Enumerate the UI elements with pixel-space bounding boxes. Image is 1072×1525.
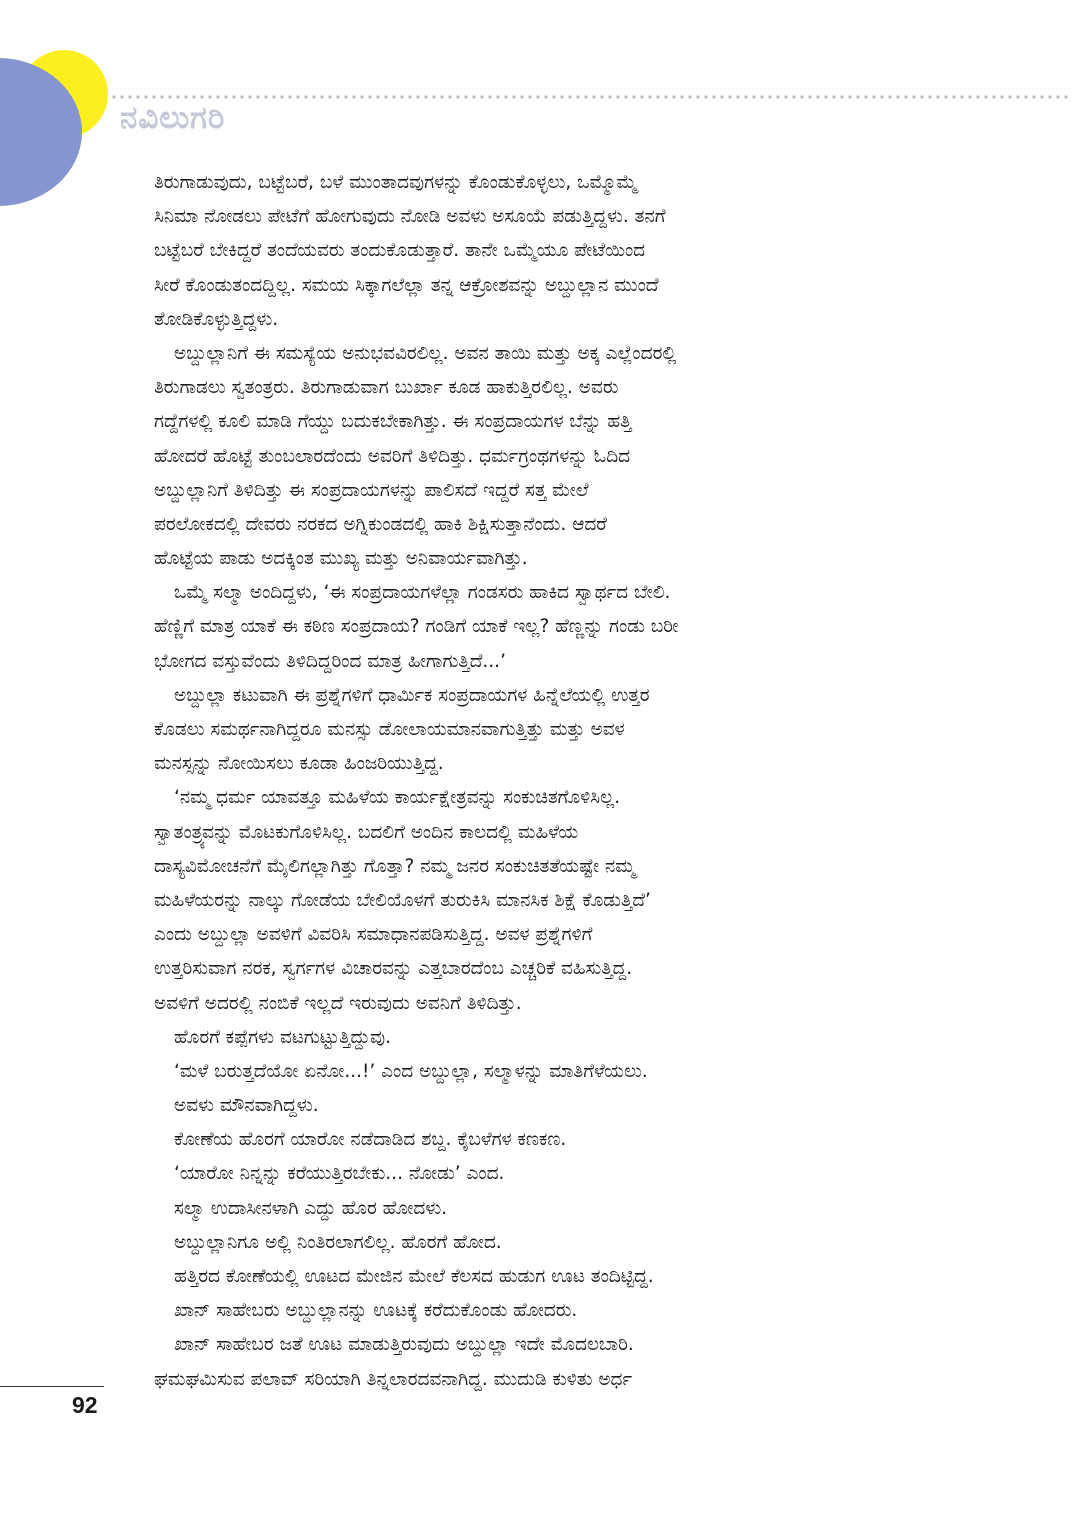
text-line: ಸ್ವಾತಂತ್ರ್ಯವನ್ನು ಮೊಟಕುಗೊಳಿಸಿಲ್ಲ. ಬದಲಿಗೆ ಅಂದಿನ ಕಾಲದಲ್ಲಿ ಮಹಿಳೆಯ [154,821,579,843]
text-line: ಉತ್ತರಿಸುವಾಗ ನರಕ, ಸ್ವರ್ಗಗಳ ವಿಚಾರವನ್ನು ಎತ್ತಬಾರದೆಂಬ ಎಚ್ಚರಿಕೆ ವಹಿಸುತ್ತಿದ್ದ. [154,958,633,980]
text-line: ಅಬ್ದುಲ್ಲಾ ಕಟುವಾಗಿ ಈ ಪ್ರಶ್ನೆಗಳಿಗೆ ಧಾರ್ಮಿಕ ಸಂಪ್ರದಾಯಗಳ ಹಿನ್ನೆಲೆಯಲ್ಲಿ ಉತ್ತರ [174,684,650,706]
text-line: ಖಾನ್ ಸಾಹೇಬರ ಜತೆ ಊಟ ಮಾಡುತ್ತಿರುವುದು ಅಬ್ದುಲ್ಲಾ ಇದೇ ಮೊದಲಬಾರಿ. [174,1334,634,1356]
text-line: ಸಿನಿಮಾ ನೋಡಲು ಪೇಟೆಗೆ ಹೋಗುವುದು ನೋಡಿ ಅವಳು ಅಸೂಯೆ ಪಡುತ್ತಿದ್ದಳು. ತನಗೆ [154,206,666,228]
text-line: ಘಮಘಮಿಸುವ ಪಲಾವ್ ಸರಿಯಾಗಿ ತಿನ್ನಲಾರದವನಾಗಿದ್ದ. ಮುದುಡಿ ಕುಳಿತು ಅರ್ಧ [154,1368,633,1390]
text-line: ತೋಡಿಕೊಳ್ಳುತ್ತಿದ್ದಳು. [154,308,279,330]
footer-rule [0,1386,104,1387]
text-line: ಸೀರೆ ಕೊಂಡುತಂದದ್ದಿಲ್ಲ. ಸಮಯ ಸಿಕ್ಕಾಗಲೆಲ್ಲಾ ತನ್ನ ಆಕ್ರೋಶವನ್ನು ಅಬ್ದುಲ್ಲಾನ ಮುಂದೆ [154,274,659,296]
text-line: ಬಟ್ಟೆಬರೆ ಬೇಕಿದ್ದರೆ ತಂದೆಯವರು ತಂದುಕೊಡುತ್ತಾರೆ. ತಾನೇ ಒಮ್ಮೆಯೂ ಪೇಟೆಯಿಂದ [154,240,646,262]
text-line: ಕೊಡಲು ಸಮರ್ಥನಾಗಿದ್ದರೂ ಮನಸ್ಸು ಡೋಲಾಯಮಾನವಾಗುತ್ತಿತ್ತು ಮತ್ತು ಅವಳ [154,719,625,740]
text-line: ಮನಸ್ಸನ್ನು ನೋಯಿಸಲು ಕೂಡಾ ಹಿಂಜರಿಯುತ್ತಿದ್ದ. [154,753,444,775]
text-line: ‘ನಮ್ಮ ಧರ್ಮ ಯಾವತ್ತೂ ಮಹಿಳೆಯ ಕಾರ್ಯಕ್ಷೇತ್ರವನ್ನು ಸಂಕುಚಿತಗೊಳಿಸಿಲ್ಲ. [174,787,621,809]
page-number: 92 [72,1392,98,1418]
text-line: ‘ಮಳೆ ಬರುತ್ತದೆಯೋ ಏನೋ...!’ ಎಂದ ಅಬ್ದುಲ್ಲಾ, ಸಲ್ಮಾಳನ್ನು ಮಾತಿಗೆಳೆಯಲು. [174,1060,648,1082]
text-line: ಹೆಣ್ಣಿಗೆ ಮಾತ್ರ ಯಾಕೆ ಈ ಕಠಿಣ ಸಂಪ್ರದಾಯ? ಗಂಡಿಗೆ ಯಾಕೆ ಇಲ್ಲ? ಹೆಣ್ಣನ್ನು ಗಂಡು ಬರೀ [154,616,679,638]
text-line: ಅಬ್ದುಲ್ಲಾನಿಗೂ ಅಲ್ಲಿ ನಿಂತಿರಲಾಗಲಿಲ್ಲ. ಹೊರಗೆ ಹೋದ. [174,1231,502,1253]
text-line: ಅವಳಿಗೆ ಅದರಲ್ಲಿ ನಂಬಿಕೆ ಇಲ್ಲದೆ ಇರುವುದು ಅವನಿಗೆ ತಿಳಿದಿತ್ತು. [154,992,522,1014]
text-line: ಖಾನ್ ಸಾಹೇಬರು ಅಬ್ದುಲ್ಲಾನನ್ನು ಊಟಕ್ಕೆ ಕರೆದುಕೊಂಡು ಹೋದರು. [174,1300,578,1322]
text-line: ತಿರುಗಾಡುವುದು, ಬಟ್ಟೆಬರೆ, ಬಳೆ ಮುಂತಾದವುಗಳನ್ನು ಕೊಂಡುಕೊಳ್ಳಲು, ಒಮ್ಮೊಮ್ಮೆ [154,172,638,193]
text-line: ಹೊರಗೆ ಕಪ್ಪೆಗಳು ವಟಗುಟ್ಟುತ್ತಿದ್ದುವು. [174,1026,391,1048]
text-line: ಒಮ್ಮೆ ಸಲ್ಮಾ ಅಂದಿದ್ದಳು, ‘ಈ ಸಂಪ್ರದಾಯಗಳೆಲ್ಲಾ ಗಂಡಸರು ಹಾಕಿದ ಸ್ವಾರ್ಥದ ಬೇಲಿ. [174,582,671,604]
text-line: ಕೋಣೆಯ ಹೊರಗೆ ಯಾರೋ ನಡೆದಾಡಿದ ಶಬ್ದ. ಕೈಬಳೆಗಳ ಕಣಕಣ. [174,1129,567,1151]
text-line: ಮಹಿಳೆಯರನ್ನು ನಾಲ್ಕು ಗೋಡೆಯ ಬೇಲಿಯೊಳಗೆ ತುರುಕಿಸಿ ಮಾನಸಿಕ ಶಿಕ್ಷೆ ಕೊಡುತ್ತಿದೆ’ [154,889,651,911]
text-line: ಎಂದು ಅಬ್ದುಲ್ಲಾ ಅವಳಿಗೆ ವಿವರಿಸಿ ಸಮಾಧಾನಪಡಿಸುತ್ತಿದ್ದ. ಅವಳ ಪ್ರಶ್ನೆಗಳಿಗೆ [154,924,593,946]
text-line: ಭೋಗದ ವಸ್ತುವೆಂದು ತಿಳಿದಿದ್ದರಿಂದ ಮಾತ್ರ ಹೀಗಾಗುತ್ತಿದೆ...’ [154,650,506,672]
text-line: ದಾಸ್ಯವಿಮೋಚನೆಗೆ ಮೈಲಿಗಲ್ಲಾಗಿತ್ತು ಗೊತ್ತಾ? ನಮ್ಮ ಜನರ ಸಂಕುಚಿತತೆಯಷ್ಟೇ ನಮ್ಮ [154,855,636,877]
text-line: ಗದ್ದೆಗಳಲ್ಲಿ ಕೂಲಿ ಮಾಡಿ ಗೆಯ್ದು ಬದುಕಬೇಕಾಗಿತ್ತು. ಈ ಸಂಪ್ರದಾಯಗಳ ಬೆನ್ನು ಹತ್ತಿ [154,411,632,433]
text-line: ಅಬ್ದುಲ್ಲಾನಿಗೆ ಈ ಸಮಸ್ಯೆಯ ಅನುಭವವಿರಲಿಲ್ಲ. ಅವನ ತಾಯಿ ಮತ್ತು ಅಕ್ಕ ಎಲ್ಲೆಂದರಲ್ಲಿ [174,342,677,364]
text-line: ಹೊಟ್ಟೆಯ ಪಾಡು ಅದಕ್ಕಿಂತ ಮುಖ್ಯ ಮತ್ತು ಅನಿವಾರ್ಯವಾಗಿತ್ತು. [154,548,528,570]
text-line: ‘ಯಾರೋ ನಿನ್ನನ್ನು ಕರೆಯುತ್ತಿರಬೇಕು... ನೋಡು’ ಎಂದ. [174,1163,505,1185]
text-line: ಪರಲೋಕದಲ್ಲಿ ದೇವರು ನರಕದ ಅಗ್ನಿಕುಂಡದಲ್ಲಿ ಹಾಕಿ ಶಿಕ್ಷಿಸುತ್ತಾನೆಂದು. ಆದರೆ [154,513,607,535]
text-line: ಅಬ್ದುಲ್ಲಾನಿಗೆ ತಿಳಿದಿತ್ತು ಈ ಸಂಪ್ರದಾಯಗಳನ್ನು ಪಾಲಿಸದೆ ಇದ್ದರೆ ಸತ್ತ ಮೇಲೆ [154,479,589,501]
text-line: ಸಲ್ಮಾ ಉದಾಸೀನಳಾಗಿ ಎದ್ದು ಹೊರ ಹೋದಳು. [174,1197,448,1219]
body-text [154,166,914,1397]
text-line: ಹತ್ತಿರದ ಕೋಣೆಯಲ್ಲಿ ಊಟದ ಮೇಜಿನ ಮೇಲೆ ಕೆಲಸದ ಹುಡುಗ ಊಟ ತಂದಿಟ್ಟಿದ್ದ. [174,1266,654,1287]
text-line: ಹೋದರೆ ಹೊಟ್ಟೆ ತುಂಬಲಾರದೆಂದು ಅವರಿಗೆ ತಿಳಿದಿತ್ತು. ಧರ್ಮಗ್ರಂಥಗಳನ್ನು ಓದಿದ [154,445,631,467]
running-header-title: ನವಿಲುಗರಿ [120,100,226,136]
text-line: ಅವಳು ಮೌನವಾಗಿದ್ದಳು. [174,1095,319,1117]
header-dotted-rule [110,94,1070,100]
text-line: ತಿರುಗಾಡಲು ಸ್ವತಂತ್ರರು. ತಿರುಗಾಡುವಾಗ ಬುರ್ಖಾ ಕೂಡ ಹಾಕುತ್ತಿರಲಿಲ್ಲ. ಅವರು [154,377,619,399]
